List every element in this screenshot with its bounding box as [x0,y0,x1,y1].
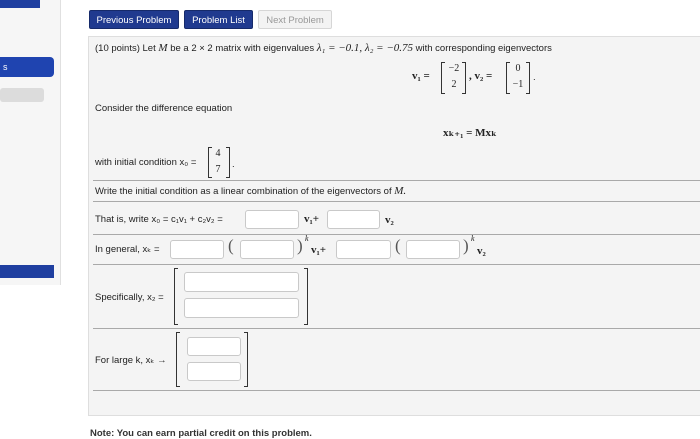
v1-bracket-left [441,62,445,94]
general-v2-text: v₂ [477,245,486,257]
eigenvector-period: . [533,72,536,83]
sidebar [0,0,61,285]
close-paren: ) [297,236,303,255]
x0-bracket-right [226,147,230,178]
divider [93,201,700,202]
linear-combination-label: That is, write x₀ = c₁v₁ + c₂v₂ = [95,214,223,225]
x2-entry-1-input[interactable] [184,272,299,292]
sidebar-progress-bar [0,88,44,102]
limit-entry-2-input[interactable] [187,362,241,381]
intro-mid: be a 2 × 2 matrix with eigenvalues [170,43,315,54]
divider [93,180,700,181]
exponent-k: k [471,234,475,243]
previous-problem-button[interactable]: Previous Problem [89,10,179,29]
write-instruction [95,185,406,197]
recurrence-equation: xₖ₊₁ = Mxₖ [443,127,497,139]
general-v1-plus-text: v₁+ [311,244,327,256]
x2-bracket-right [304,268,308,325]
specific-x2-label: Specifically, x₂ = [95,292,164,303]
open-paren: ( [395,236,401,255]
general-coefficient-2-input[interactable] [336,240,391,259]
sidebar-tab-label: s [3,62,8,72]
v2-bracket-right [526,62,530,94]
v1-entry-2: 2 [451,79,457,90]
initial-condition-label: with initial condition x₀ = [95,157,197,168]
initial-period: . [232,159,235,170]
v2-text: v₂ [385,214,394,226]
general-solution-label: In general, xₖ = [95,244,160,255]
eigenvalue-2: λ₂ = −0.75 [364,42,413,54]
v2-label: , v₂ = [469,70,493,82]
x0-entry-2: 7 [215,164,221,175]
problem-list-button[interactable]: Problem List [184,10,253,29]
limit-entry-1-input[interactable] [187,337,241,356]
intro-suffix: with corresponding eigenvectors [415,43,552,54]
limit-bracket-left [176,332,180,387]
x2-entry-2-input[interactable] [184,298,299,318]
large-k-label: For large k, xₖ → [95,355,167,366]
c2-input[interactable] [327,210,380,229]
v2-entry-2: −1 [512,79,524,90]
limit-bracket-right [244,332,248,387]
sidebar-active-tab[interactable] [0,57,54,77]
v2-bracket-left [506,62,510,94]
general-base-1-input[interactable] [240,240,294,259]
matrix-symbol: M [158,42,168,54]
partial-credit-note: Note: You can earn partial credit on this problem. [90,428,312,439]
x2-bracket-left [174,268,178,325]
general-base-2-input[interactable] [406,240,460,259]
divider [93,328,700,329]
v1-bracket-right [462,62,466,94]
intro-prefix: (10 points) Let [95,43,156,54]
v1-label: v₁ = [412,70,430,82]
v1-entry-1: −2 [448,63,460,74]
eigenvalue-1: λ₁ = −0.1, [316,42,363,54]
write-instruction-text: Write the initial condition as a linear combination of the eigenvectors of [95,186,392,197]
divider [93,234,700,235]
x0-entry-1: 4 [215,148,221,159]
write-matrix-symbol: M. [394,185,407,197]
sidebar-footer-block[interactable] [0,265,54,278]
exponent-k: k [305,234,309,243]
open-paren: ( [228,236,234,255]
v1-plus-text: v₁+ [304,213,320,225]
consider-text: Consider the difference equation [95,103,233,114]
v2-entry-1: 0 [515,63,521,74]
sidebar-header-block [0,0,40,8]
problem-intro [95,42,552,54]
divider [93,264,700,265]
general-coefficient-1-input[interactable] [170,240,224,259]
c1-input[interactable] [245,210,299,229]
next-problem-button[interactable]: Next Problem [258,10,332,29]
divider [93,390,700,391]
close-paren: ) [463,236,469,255]
